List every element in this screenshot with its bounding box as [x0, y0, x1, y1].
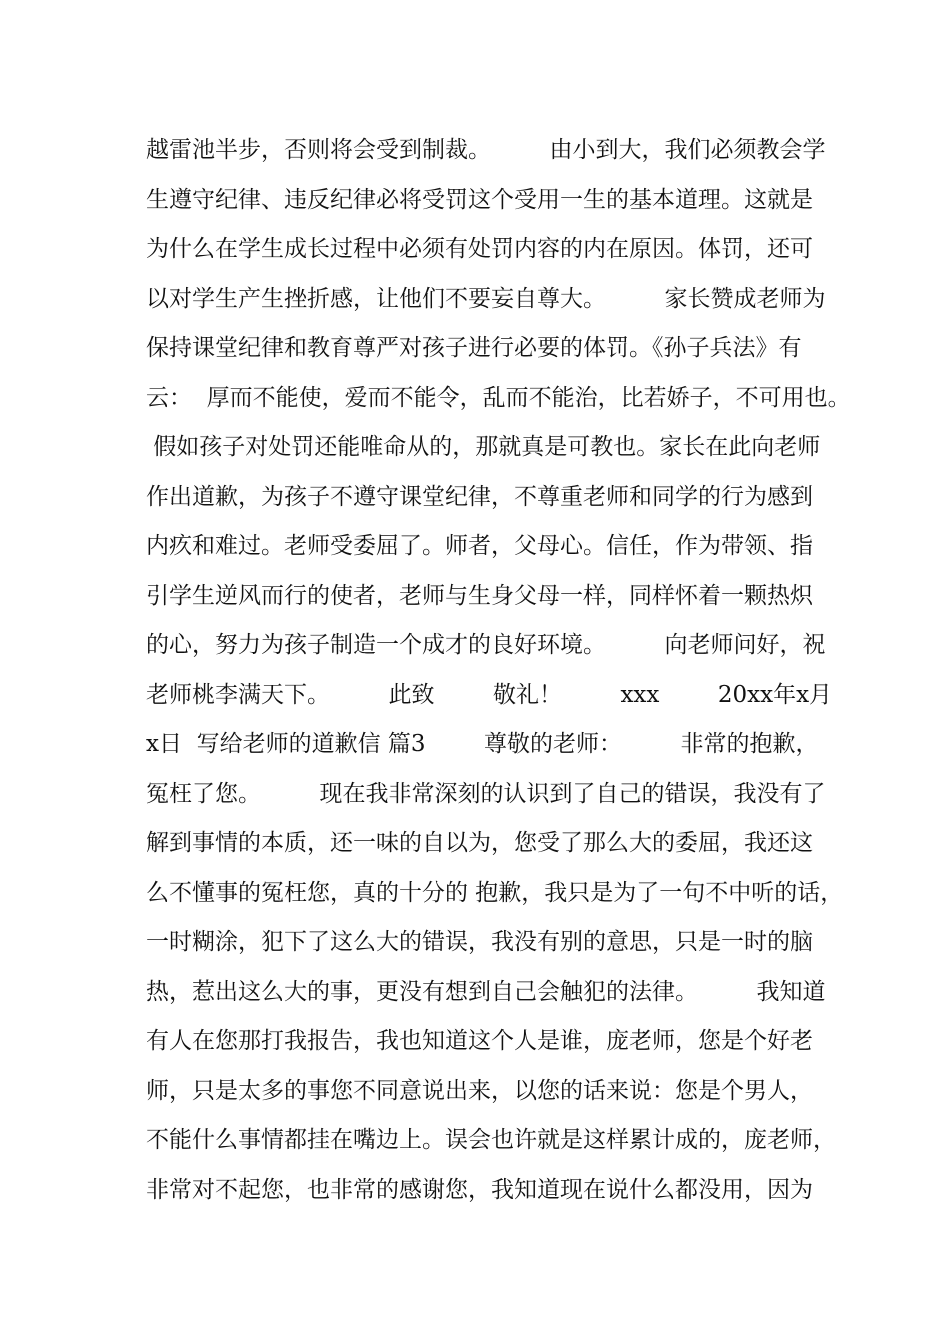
text-line: 老师桃李满天下。 此致 敬礼！ xxx 20xx年x月 — [146, 681, 833, 708]
text-line: 越雷池半步，否则将会受到制裁。 由小到大，我们必须教会学 — [146, 137, 826, 163]
text-line: x日 写给老师的道歉信 篇3 尊敬的老师： 非常的抱歉， — [146, 731, 819, 757]
text-line: 冤枉了您。 现在我非常深刻的认识到了自己的错误，我没有了 — [146, 780, 826, 807]
text-line: 非常对不起您，也非常的感谢您，我知道现在说什么都没用，因为 — [146, 1176, 813, 1203]
text-line: 有人在您那打我报告，我也知道这个人是谁，庞老师，您是个好老 — [146, 1028, 813, 1054]
text-line: 解到事情的本质，还一味的自以为，您受了那么大的委屈，我还这 — [146, 830, 813, 856]
text-line: 为什么在学生成长过程中必须有处罚内容的内在原因。体罚，还可 — [146, 236, 813, 262]
text-line: 生遵守纪律、违反纪律必将受罚这个受用一生的基本道理。这就是 — [146, 186, 813, 213]
text-line: 保持课堂纪律和教育尊严对孩子进行必要的体罚。《孙子兵法》有 — [146, 335, 802, 361]
text-line: 假如孩子对处罚还能唯命从的，那就真是可教也。家长在此向老师 — [146, 434, 821, 460]
text-line: 热，惹出这么大的事，更没有想到自己会触犯的法律。 我知道 — [146, 978, 826, 1005]
text-line: 作出道歉，为孩子不遵守课堂纪律，不尊重老师和同学的行为感到 — [146, 483, 813, 510]
text-line: 内疚和难过。老师受委屈了。师者，父母心。信任，作为带领、指 — [146, 533, 813, 559]
text-line: 么不懂事的冤枉您，真的十分的 抱歉，我只是为了一句不中听的话， — [146, 879, 844, 906]
text-line: 云： 厚而不能使，爱而不能令，乱而不能治，比若娇子，不可用也。 — [146, 384, 851, 411]
text-line: 的心，努力为孩子制造一个成才的良好环境。 向老师问好，祝 — [146, 632, 826, 658]
text-line: 以对学生产生挫折感，让他们不要妄自尊大。 家长赞成老师为 — [146, 285, 826, 312]
text-line: 引学生逆风而行的使者，老师与生身父母一样，同样怀着一颗热炽 — [146, 582, 813, 609]
text-line: 师，只是太多的事您不同意说出来，以您的话来说：您是个男人， — [146, 1077, 813, 1104]
text-line: 不能什么事情都挂在嘴边上。误会也许就是这样累计成的，庞老师， — [146, 1127, 836, 1153]
body-text — [146, 126, 851, 1215]
text-line: 一时糊涂，犯下了这么大的错误，我没有别的意思，只是一时的脑 — [146, 929, 813, 955]
